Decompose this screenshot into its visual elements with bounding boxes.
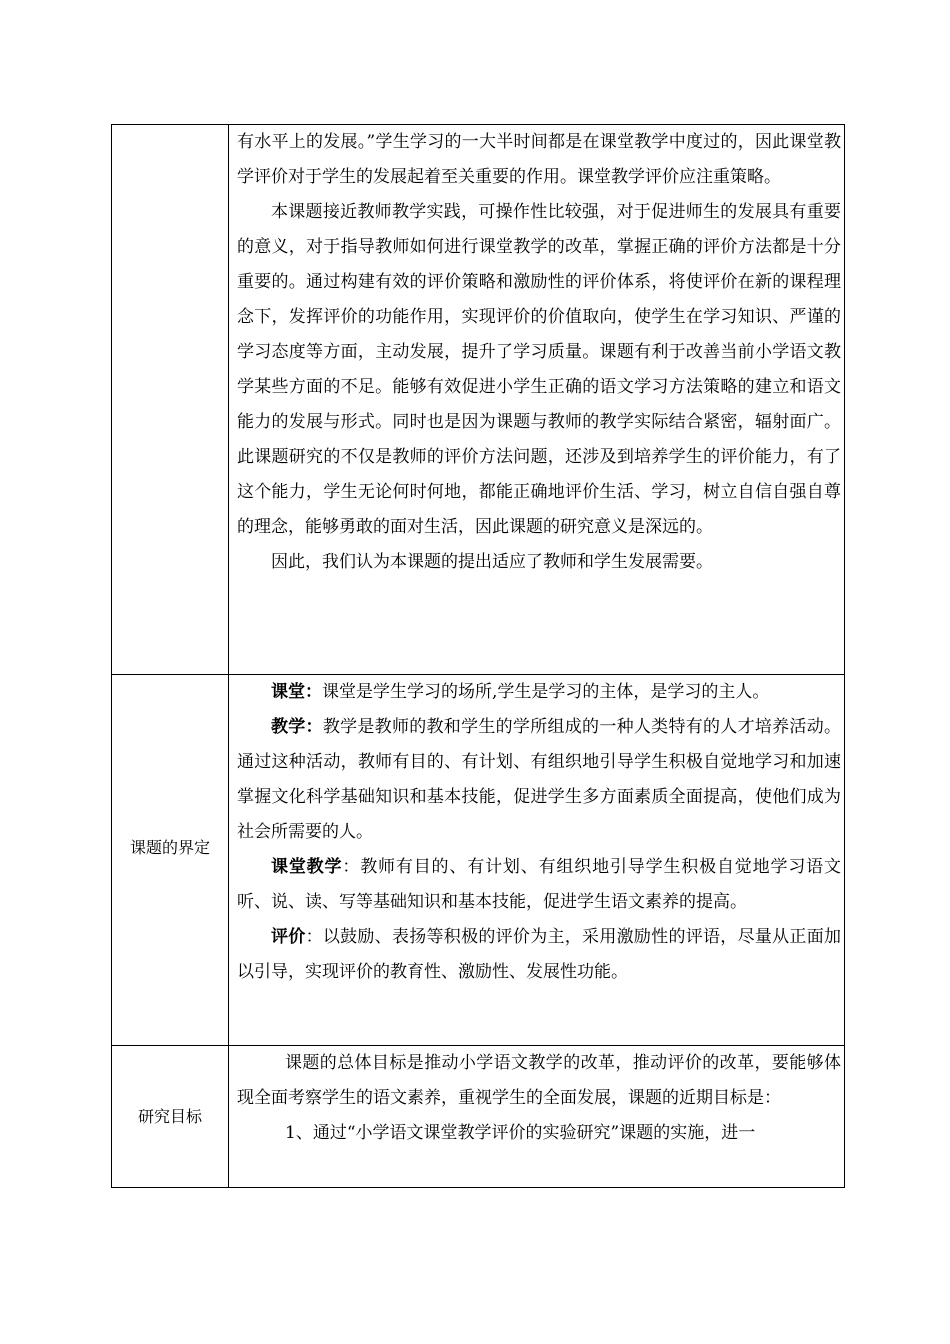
definition-term: 课堂教学 <box>271 857 343 877</box>
objectives-text <box>229 1046 844 1187</box>
table-row-definition <box>112 675 845 1046</box>
table-row-objectives <box>112 1046 845 1188</box>
row-label-cell <box>112 125 229 675</box>
definition-item <box>237 675 841 710</box>
paragraph: 有水平上的发展。”学生学习的一大半时间都是在课堂教学中度过的，因此课堂教学评价对于学生的发展起着至关重要的作用。课堂教学评价应注重策略。 <box>237 132 841 187</box>
content-cell <box>229 125 845 675</box>
definition-term: 课堂： <box>271 682 322 702</box>
paragraph: 课题的总体目标是推动小学语文教学的改革，推动评价的改革，要能够体现全面考察学生的语文素养，重视学生的全面发展，课题的近期目标是： <box>237 1053 841 1108</box>
definition-body: ：教师有目的、有计划、有组织地引导学生积极自觉地学习语文听、说、读、写等基础知识和基本技能，促进学生语文素养的提高。 <box>237 857 842 912</box>
content-cell <box>229 675 845 1046</box>
definition-item <box>237 920 841 990</box>
row-label-definition: 课题的界定 <box>129 838 210 857</box>
paragraph: 因此，我们认为本课题的提出适应了教师和学生发展需要。 <box>271 552 713 572</box>
content-cell <box>229 1046 845 1188</box>
report-table <box>111 124 845 1188</box>
row-label-cell <box>112 1046 229 1188</box>
definition-body: 课堂是学生学习的场所,学生是学习的主体，是学习的主人。 <box>322 682 770 702</box>
definition-term: 评价 <box>271 927 306 947</box>
row-label-cell <box>112 675 229 1046</box>
row-label-objectives: 研究目标 <box>137 1107 202 1126</box>
definition-term: 教学： <box>271 717 323 737</box>
definition-body: 教学是教师的教和学生的学所组成的一种人类特有的人才培养活动。通过这种活动，教师有目的、有计划、有组织地引导学生积极自觉地学习和加速掌握文化科学基础知识和基本技能，促进学生多方面素质全面提高，使他们成为社会所需要的人。 <box>237 717 841 842</box>
significance-text <box>229 125 844 674</box>
paragraph: 本课题接近教师教学实践，可操作性比较强，对于促进师生的发展具有重要的意义，对于指导教师如何进行课堂教学的改革，掌握正确的评价方法都是十分重要的。通过构建有效的评价策略和激励性的评价体系，将使评价在新的课程理念下，发挥评价的功能作用，实现评价的价值取向，使学生在学习知识、严谨的学习态度等方面，主动发展，提升了学习质量。课题有利于改善当前小学语文教学某些方面的不足。能够有效促进小学生正确的语文学习方法策略的建立和语文能力的发展与形式。同时也是因为课题与教师的教学实际结合紧密，辐射面广。此课题研究的不仅是教师的评价方法问题，还涉及到培养学生的评价能力，有了这个能力，学生无论何时何地，都能正确地评价生活、学习，树立自信自强自尊的理念，能够勇敢的面对生活，因此课题的研究意义是深远的。 <box>237 202 841 537</box>
definition-item <box>237 710 841 850</box>
definition-item <box>237 850 841 920</box>
table-row-significance <box>112 125 845 675</box>
definition-body: ：以鼓励、表扬等积极的评价为主，采用激励性的评语，尽量从正面加以引导，实现评价的教育性、激励性、发展性功能。 <box>237 927 841 982</box>
paragraph: 1、通过“小学语文课堂教学评价的实验研究”课题的实施，进一 <box>285 1123 756 1143</box>
definition-text <box>229 675 844 1045</box>
